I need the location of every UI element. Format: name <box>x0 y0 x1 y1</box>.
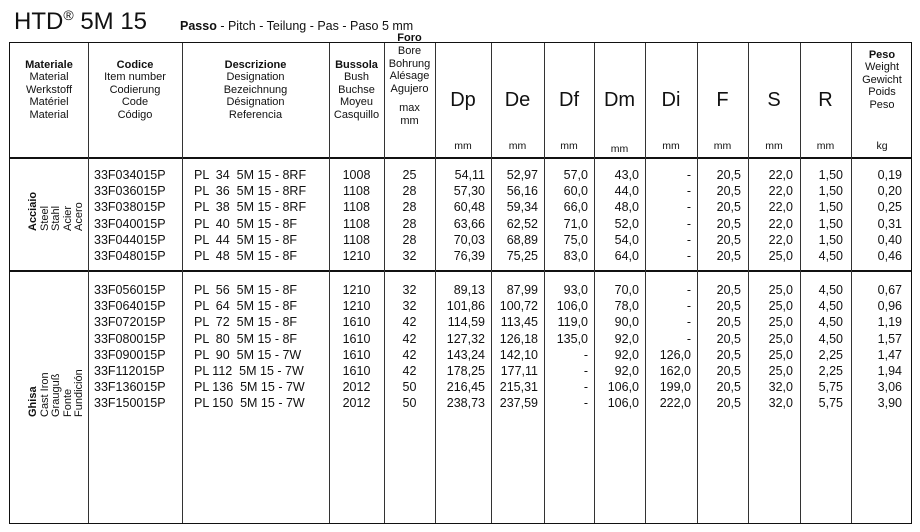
cell-code: 33F150015P <box>94 396 166 411</box>
cell-f: 20,5 <box>716 184 741 199</box>
cell-code: 33F080015P <box>94 331 166 346</box>
cell-di: - <box>686 249 691 263</box>
cell-peso: 0,67 <box>877 283 902 297</box>
cell-description: PL 56 5M 15 - 8F <box>194 283 298 297</box>
cell-de: 59,34 <box>506 200 538 215</box>
cell-dp: 114,59 <box>447 315 485 330</box>
cell-peso: 0,25 <box>877 200 902 215</box>
header-descrizione: Descrizione Designation Bezeichnung Désignation Referencia <box>223 58 288 121</box>
cell-peso: 1,57 <box>877 331 902 346</box>
cell-df: 135,0 <box>556 331 588 346</box>
cell-dm: 92,0 <box>614 347 639 362</box>
cell-description: PL 36 5M 15 - 8RF <box>194 184 307 199</box>
product-table <box>9 32 912 524</box>
cell-code: 33F048015P <box>94 249 166 263</box>
cell-r: 2,25 <box>818 347 843 362</box>
cell-s: 32,0 <box>768 380 793 395</box>
header-df: Df <box>559 89 579 111</box>
cell-f: 20,5 <box>716 364 741 378</box>
group-divider <box>10 270 911 272</box>
cell-df: - <box>583 380 588 395</box>
cell-bush: 1610 <box>342 315 371 330</box>
cell-s: 25,0 <box>768 347 793 362</box>
cell-bush: 2012 <box>342 380 371 395</box>
cell-code: 33F112015P <box>94 364 165 378</box>
cell-description: PL 64 5M 15 - 8F <box>194 299 298 314</box>
cell-bore: 50 <box>402 380 417 395</box>
cell-peso: 0,31 <box>877 216 902 231</box>
cell-code: 33F056015P <box>94 283 166 297</box>
cell-s: 25,0 <box>768 283 793 297</box>
cell-description: PL 136 5M 15 - 7W <box>194 380 305 395</box>
cell-s: 25,0 <box>768 364 793 378</box>
cell-r: 1,50 <box>818 200 843 215</box>
cell-r: 4,50 <box>818 315 843 330</box>
cell-dm: 48,0 <box>614 200 639 215</box>
cell-f: 20,5 <box>716 299 741 314</box>
cell-bore: 42 <box>402 331 417 346</box>
cell-di: - <box>686 216 691 231</box>
unit-s: mm <box>765 140 783 152</box>
cell-de: 237,59 <box>499 396 538 411</box>
header-bussola: Bussola Bush Buchse Moyeu Casquillo <box>333 58 380 121</box>
cell-peso: 3,90 <box>877 396 902 411</box>
cell-code: 33F038015P <box>94 200 166 215</box>
cell-f: 20,5 <box>716 283 741 297</box>
cell-s: 22,0 <box>768 200 793 215</box>
cell-code: 33F036015P <box>94 184 166 199</box>
cell-bush: 1610 <box>342 347 371 362</box>
cell-df: 66,0 <box>563 200 588 215</box>
header-foro: Foro Bore Bohrung Alésage Agujero max mm <box>388 32 431 127</box>
header-r: R <box>818 89 833 111</box>
header-di: Di <box>661 89 681 111</box>
cell-dp: 54,11 <box>454 168 485 182</box>
cell-r: 1,50 <box>818 168 843 182</box>
cell-di: 222,0 <box>659 396 691 411</box>
cell-di: 126,0 <box>659 347 691 362</box>
cell-peso: 0,46 <box>877 249 902 263</box>
cell-bore: 32 <box>402 283 417 297</box>
cell-dm: 78,0 <box>614 299 639 314</box>
header-peso: Peso Weight Gewicht Poids Peso <box>862 48 902 111</box>
unit-de: mm <box>508 140 527 152</box>
cell-peso: 1,19 <box>877 315 902 330</box>
unit-di: mm <box>662 140 680 152</box>
cell-f: 20,5 <box>716 200 741 215</box>
cell-dm: 54,0 <box>614 232 639 247</box>
cell-df: 119,0 <box>557 315 588 330</box>
cell-df: - <box>583 396 588 411</box>
header-divider <box>10 157 911 159</box>
unit-peso: kg <box>876 140 888 152</box>
header-codice: Codice Item number Codierung Code Código <box>104 58 166 121</box>
cell-bore: 42 <box>402 315 417 330</box>
cell-df: 60,0 <box>563 184 588 199</box>
cell-di: - <box>686 200 691 215</box>
cell-de: 142,10 <box>499 347 538 362</box>
cell-f: 20,5 <box>716 347 741 362</box>
cell-dp: 127,32 <box>446 331 485 346</box>
cell-s: 25,0 <box>768 299 793 314</box>
material-label-cast-iron: Ghisa Cast Iron Grauguß Fonte Fundición <box>27 369 85 417</box>
cell-di: - <box>686 283 691 297</box>
cell-code: 33F034015P <box>94 168 166 182</box>
cell-r: 4,50 <box>818 249 843 263</box>
cell-bore: 32 <box>402 249 417 263</box>
cell-code: 33F044015P <box>94 232 166 247</box>
cell-description: PL 150 5M 15 - 7W <box>194 396 305 411</box>
cell-description: PL 72 5M 15 - 8F <box>194 315 298 330</box>
cell-f: 20,5 <box>716 216 741 231</box>
cell-f: 20,5 <box>716 315 741 330</box>
cell-bush: 1210 <box>342 249 371 263</box>
cell-bush: 1108 <box>343 232 370 247</box>
cell-df: 83,0 <box>563 249 588 263</box>
cell-dp: 101,86 <box>446 299 485 314</box>
cell-r: 4,50 <box>818 331 843 346</box>
unit-dm: mm <box>610 143 629 155</box>
cell-description: PL 34 5M 15 - 8RF <box>194 168 307 182</box>
header-dp: Dp <box>450 89 476 111</box>
cell-bush: 2012 <box>342 396 371 411</box>
unit-f: mm <box>713 140 732 152</box>
cell-f: 20,5 <box>716 232 741 247</box>
cell-dm: 106,0 <box>607 380 639 395</box>
cell-de: 215,31 <box>499 380 538 395</box>
cell-bore: 28 <box>402 200 417 215</box>
cell-description: PL 44 5M 15 - 8F <box>194 232 298 247</box>
cell-dm: 106,0 <box>607 396 639 411</box>
cell-r: 1,50 <box>818 232 843 247</box>
cell-description: PL 48 5M 15 - 8F <box>194 249 298 263</box>
cell-dm: 43,0 <box>614 168 639 182</box>
cell-dp: 216,45 <box>446 380 485 395</box>
cell-di: - <box>686 315 691 330</box>
cell-dm: 92,0 <box>614 364 639 378</box>
cell-peso: 0,20 <box>877 184 902 199</box>
cell-dm: 64,0 <box>614 249 639 263</box>
cell-bore: 42 <box>402 347 417 362</box>
cell-bush: 1108 <box>343 184 370 199</box>
cell-bore: 28 <box>402 232 417 247</box>
cell-s: 22,0 <box>768 184 793 199</box>
cell-description: PL 112 5M 15 - 7W <box>194 364 304 378</box>
cell-di: - <box>686 168 691 182</box>
cell-de: 68,89 <box>506 232 538 247</box>
cell-r: 4,50 <box>818 283 843 297</box>
cell-dp: 70,03 <box>453 232 485 247</box>
cell-f: 20,5 <box>716 249 741 263</box>
cell-di: - <box>686 232 691 247</box>
cell-s: 25,0 <box>768 315 793 330</box>
cell-s: 25,0 <box>768 249 793 263</box>
cell-r: 5,75 <box>818 396 843 411</box>
cell-de: 62,52 <box>506 216 538 231</box>
cell-bush: 1610 <box>342 364 371 378</box>
cell-peso: 1,94 <box>877 364 902 378</box>
cell-dm: 90,0 <box>614 315 639 330</box>
cell-bush: 1210 <box>342 283 371 297</box>
pitch-subtitle: Passo - Pitch - Teilung - Pas - Paso 5 mm <box>180 19 414 33</box>
cell-di: - <box>686 184 691 199</box>
unit-dp: mm <box>454 140 472 152</box>
cell-code: 33F090015P <box>94 347 166 362</box>
cell-r: 5,75 <box>818 380 843 395</box>
cell-di: 199,0 <box>659 380 691 395</box>
cell-bore: 25 <box>402 168 417 182</box>
cell-r: 4,50 <box>818 299 843 314</box>
cell-description: PL 90 5M 15 - 7W <box>194 347 302 362</box>
cell-s: 22,0 <box>768 232 793 247</box>
unit-r: mm <box>816 140 835 152</box>
unit-df: mm <box>560 140 578 152</box>
cell-df: 106,0 <box>556 299 588 314</box>
cell-dp: 63,66 <box>453 216 485 231</box>
cell-dm: 52,0 <box>614 216 639 231</box>
cell-dp: 238,73 <box>446 396 485 411</box>
cell-r: 1,50 <box>818 184 843 199</box>
cell-dp: 178,25 <box>446 364 485 378</box>
cell-s: 22,0 <box>768 168 793 182</box>
cell-de: 87,99 <box>506 283 538 297</box>
cell-s: 22,0 <box>768 216 793 231</box>
cell-bore: 50 <box>402 396 417 411</box>
cell-peso: 0,19 <box>877 168 902 182</box>
cell-f: 20,5 <box>716 331 741 346</box>
cell-de: 100,72 <box>499 299 538 314</box>
cell-f: 20,5 <box>716 380 741 395</box>
cell-code: 33F040015P <box>94 216 166 231</box>
cell-di: - <box>686 299 691 314</box>
cell-df: 71,0 <box>563 216 588 231</box>
cell-df: 93,0 <box>563 283 588 297</box>
cell-de: 56,16 <box>506 184 538 199</box>
cell-de: 126,18 <box>499 331 538 346</box>
cell-de: 177,11 <box>500 364 538 378</box>
cell-r: 1,50 <box>818 216 843 231</box>
cell-bush: 1108 <box>343 200 370 215</box>
cell-df: - <box>583 347 588 362</box>
cell-peso: 3,06 <box>877 380 902 395</box>
cell-de: 52,97 <box>506 168 538 182</box>
header-f: F <box>716 89 729 111</box>
cell-peso: 0,96 <box>877 299 902 314</box>
cell-bore: 28 <box>402 184 417 199</box>
cell-de: 75,25 <box>506 249 538 263</box>
cell-f: 20,5 <box>716 396 741 411</box>
cell-bush: 1610 <box>342 331 371 346</box>
cell-bush: 1108 <box>343 216 370 231</box>
cell-df: - <box>583 364 588 378</box>
header-s: S <box>767 89 781 111</box>
cell-dp: 143,24 <box>446 347 485 362</box>
cell-peso: 0,40 <box>877 232 902 247</box>
cell-peso: 1,47 <box>877 347 902 362</box>
cell-code: 33F072015P <box>94 315 166 330</box>
cell-bore: 28 <box>402 216 417 231</box>
header-dm: Dm <box>603 89 636 111</box>
cell-description: PL 40 5M 15 - 8F <box>194 216 298 231</box>
cell-di: 162,0 <box>659 364 691 378</box>
page-title: HTD® 5M 15 <box>14 7 148 35</box>
cell-description: PL 38 5M 15 - 8RF <box>194 200 307 215</box>
cell-dp: 89,13 <box>453 283 485 297</box>
header-materiale: Materiale Material Werkstoff Matériel Material <box>25 58 73 121</box>
cell-dm: 70,0 <box>614 283 639 297</box>
cell-s: 25,0 <box>768 331 793 346</box>
cell-dp: 76,39 <box>453 249 485 263</box>
cell-di: - <box>686 331 691 346</box>
cell-description: PL 80 5M 15 - 8F <box>194 331 298 346</box>
cell-dm: 44,0 <box>614 184 639 199</box>
material-label-steel: Acciaio Steel Stahl Acier Acero <box>27 191 85 231</box>
cell-bore: 32 <box>402 299 417 314</box>
cell-bush: 1008 <box>342 168 371 182</box>
cell-df: 75,0 <box>563 232 588 247</box>
cell-code: 33F064015P <box>94 299 166 314</box>
cell-f: 20,5 <box>716 168 741 182</box>
cell-de: 113,45 <box>500 315 538 330</box>
cell-dp: 60,48 <box>453 200 485 215</box>
cell-bush: 1210 <box>342 299 371 314</box>
header-de: De <box>504 89 531 111</box>
cell-df: 57,0 <box>563 168 588 182</box>
cell-dp: 57,30 <box>453 184 485 199</box>
cell-bore: 42 <box>402 364 417 378</box>
cell-dm: 92,0 <box>614 331 639 346</box>
cell-r: 2,25 <box>818 364 843 378</box>
cell-code: 33F136015P <box>94 380 166 395</box>
cell-s: 32,0 <box>768 396 793 411</box>
